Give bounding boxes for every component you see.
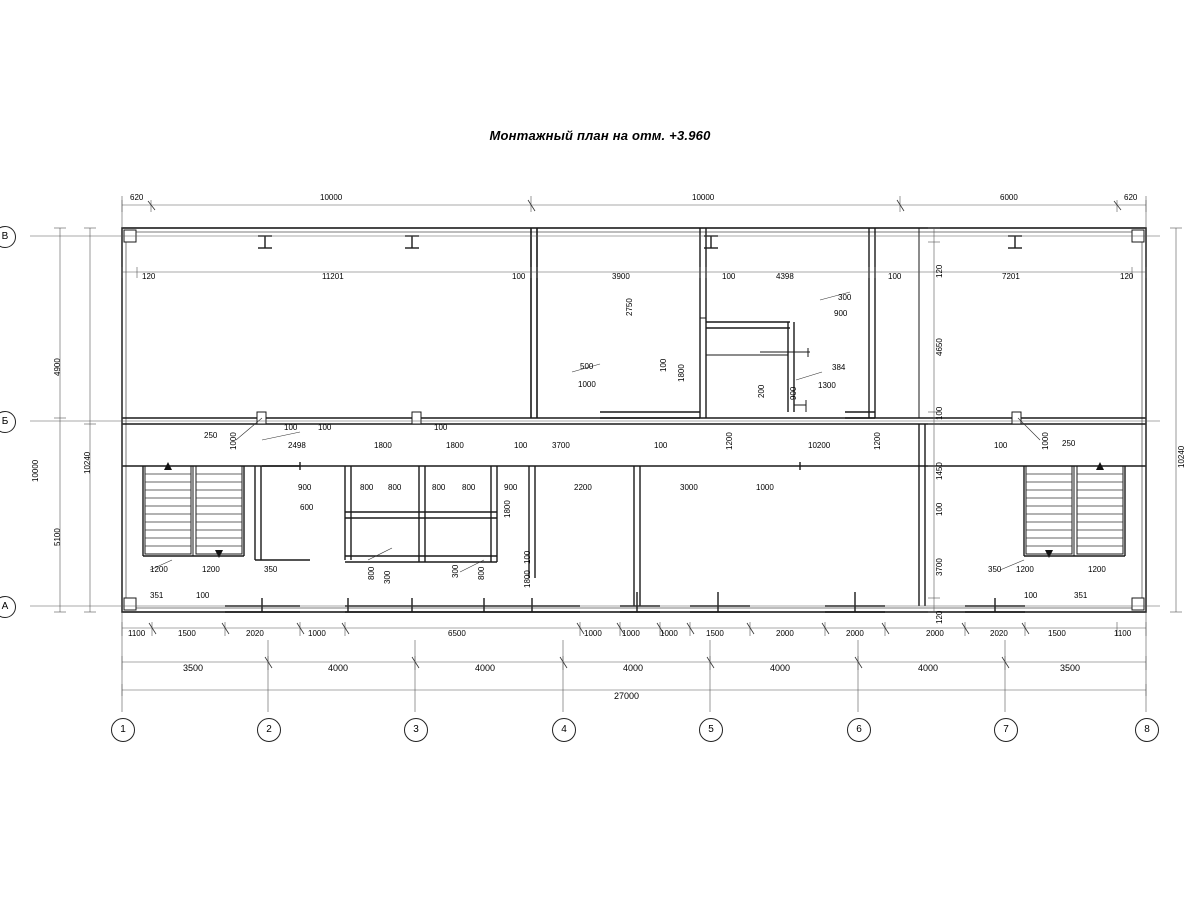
dim-bot-1000-b: 1000 — [584, 629, 602, 638]
axis-dim-4000-a: 4000 — [328, 663, 349, 673]
grid-bubble-2[interactable]: 2 — [257, 718, 281, 742]
dim-3700: 3700 — [552, 441, 570, 450]
dim-2200: 2200 — [574, 483, 592, 492]
dim-top-10000-b: 10000 — [692, 193, 715, 202]
dim-200: 200 — [757, 384, 766, 398]
dim-250-left: 250 — [204, 431, 218, 440]
dim-bot-1000-c: 1000 — [622, 629, 640, 638]
dim-inner-100-b: 100 — [722, 272, 736, 281]
dim-1200-a: 1200 — [725, 432, 734, 450]
dim-1800-d: 1800 — [503, 500, 512, 518]
dim-inner-11201: 11201 — [322, 272, 344, 281]
axis-dim-3500-right: 3500 — [1060, 663, 1081, 673]
dim-3000: 3000 — [680, 483, 698, 492]
dim-100-g: 100 — [514, 441, 528, 450]
dim-1800-c: 1800 — [446, 441, 464, 450]
dim-900-a: 900 — [834, 309, 848, 318]
grid-bubble-3[interactable]: 3 — [404, 718, 428, 742]
grid-bubble-5[interactable]: 5 — [699, 718, 723, 742]
dim-bot-2000-b: 2000 — [846, 629, 864, 638]
dim-100-f: 100 — [434, 423, 448, 432]
dim-left-4900: 4900 — [53, 358, 62, 376]
dim-bot-2020-l: 2020 — [246, 629, 264, 638]
drawing-title: Монтажный план на отм. +3.960 — [489, 128, 711, 143]
dim-100-k: 100 — [1024, 591, 1038, 600]
dim-800-a: 800 — [360, 483, 374, 492]
dim-top-620-right: 620 — [1124, 193, 1138, 202]
dim-bot-1000-a: 1000 — [308, 629, 326, 638]
dim-900-d: 900 — [504, 483, 518, 492]
dim-100-d: 100 — [284, 423, 298, 432]
dim-bot-2020-r: 2020 — [990, 629, 1008, 638]
dim-100-j: 100 — [523, 550, 532, 564]
dim-300-a: 300 — [383, 570, 392, 584]
dim-800-e: 800 — [367, 566, 376, 580]
grid-bubble-a[interactable]: А — [0, 596, 16, 618]
dim-350-right: 350 — [988, 565, 1002, 574]
grid-bubble-7[interactable]: 7 — [994, 718, 1018, 742]
dim-bot-2000-c: 2000 — [926, 629, 944, 638]
dim-left-5100: 5100 — [53, 528, 62, 546]
dim-bot-1500-l: 1500 — [178, 629, 196, 638]
dim-bot-2000-a: 2000 — [776, 629, 794, 638]
dim-bot-1000-d: 1000 — [660, 629, 678, 638]
dim-right-100-a: 100 — [935, 406, 944, 420]
dim-351-left: 351 — [150, 591, 164, 600]
dim-350-left: 350 — [264, 565, 278, 574]
grid-bubble-6[interactable]: 6 — [847, 718, 871, 742]
dim-100-h: 100 — [994, 441, 1008, 450]
axis-dim-3500-left: 3500 — [183, 663, 204, 673]
dim-351-right: 351 — [1074, 591, 1088, 600]
dim-inner-120-left: 120 — [142, 272, 156, 281]
dim-100-upper: 100 — [659, 358, 668, 372]
dim-900-c: 900 — [298, 483, 312, 492]
dim-1000-left: 1000 — [229, 432, 238, 450]
grid-bubble-b[interactable]: Б — [0, 411, 16, 433]
dim-left-10000: 10000 — [31, 459, 40, 482]
dim-bot-6500: 6500 — [448, 629, 466, 638]
axis-dim-4000-d: 4000 — [770, 663, 791, 673]
dim-100-i: 100 — [654, 441, 668, 450]
axis-dim-total-27000: 27000 — [614, 691, 640, 701]
dim-500: 500 — [580, 362, 594, 371]
dim-800-c: 800 — [432, 483, 446, 492]
grid-bubble-4[interactable]: 4 — [552, 718, 576, 742]
dim-800-d: 800 — [462, 483, 476, 492]
dim-bot-1100-r: 1100 — [1114, 629, 1132, 638]
dim-900-b: 900 — [789, 386, 798, 400]
grid-bubble-8[interactable]: 8 — [1135, 718, 1159, 742]
dim-right-100-b: 100 — [935, 502, 944, 516]
dim-inner-4398: 4398 — [776, 272, 794, 281]
dim-inner-100-c: 100 — [888, 272, 902, 281]
dim-bot-1500-m: 1500 — [706, 629, 724, 638]
dim-10200: 10200 — [808, 441, 831, 450]
dim-inner-7201: 7201 — [1002, 272, 1020, 281]
dim-1200-f: 1200 — [1088, 565, 1106, 574]
dim-2750: 2750 — [625, 298, 634, 316]
dim-1000-c: 1000 — [756, 483, 774, 492]
axis-dim-4000-c: 4000 — [623, 663, 644, 673]
dim-800-f: 800 — [477, 566, 486, 580]
dim-top-6000: 6000 — [1000, 193, 1018, 202]
axis-dim-4000-b: 4000 — [475, 663, 496, 673]
dim-right-120-top: 120 — [935, 264, 944, 278]
dim-250-right: 250 — [1062, 439, 1076, 448]
dim-1200-b: 1200 — [873, 432, 882, 450]
dim-inner-100-a: 100 — [512, 272, 526, 281]
dim-1200-d: 1200 — [202, 565, 220, 574]
dim-1300: 1300 — [818, 381, 836, 390]
dim-right-4650: 4650 — [935, 338, 944, 356]
dim-300-b: 300 — [451, 564, 460, 578]
dim-right-120-bottom: 120 — [935, 610, 944, 624]
dim-600: 600 — [300, 503, 314, 512]
dim-1800-a: 1800 — [677, 364, 686, 382]
dim-384: 384 — [832, 363, 846, 372]
grid-bubble-v[interactable]: В — [0, 226, 16, 248]
dim-bot-1100-l: 1100 — [128, 629, 146, 638]
dim-right-3700: 3700 — [935, 558, 944, 576]
axis-dim-4000-e: 4000 — [918, 663, 939, 673]
dim-1800-b: 1800 — [374, 441, 392, 450]
dim-300: 300 — [838, 293, 852, 302]
dim-top-10000-a: 10000 — [320, 193, 343, 202]
dim-right-1450: 1450 — [935, 462, 944, 480]
dim-bot-1500-r: 1500 — [1048, 629, 1066, 638]
dim-inner-3900: 3900 — [612, 272, 630, 281]
dim-2498: 2498 — [288, 441, 306, 450]
dim-1200-c: 1200 — [150, 565, 168, 574]
dim-1000-right: 1000 — [1041, 432, 1050, 450]
dim-1200-e: 1200 — [1016, 565, 1034, 574]
dim-100-e: 100 — [318, 423, 332, 432]
dim-100-l: 100 — [196, 591, 210, 600]
dim-1800-e: 1800 — [523, 570, 532, 588]
dim-left-10240: 10240 — [83, 451, 92, 474]
dim-top-620-left: 620 — [130, 193, 144, 202]
grid-bubble-1[interactable]: 1 — [111, 718, 135, 742]
dim-1000-a: 1000 — [578, 380, 596, 389]
dim-800-b: 800 — [388, 483, 402, 492]
dim-right-10240: 10240 — [1177, 445, 1186, 468]
dim-inner-120-right: 120 — [1120, 272, 1134, 281]
